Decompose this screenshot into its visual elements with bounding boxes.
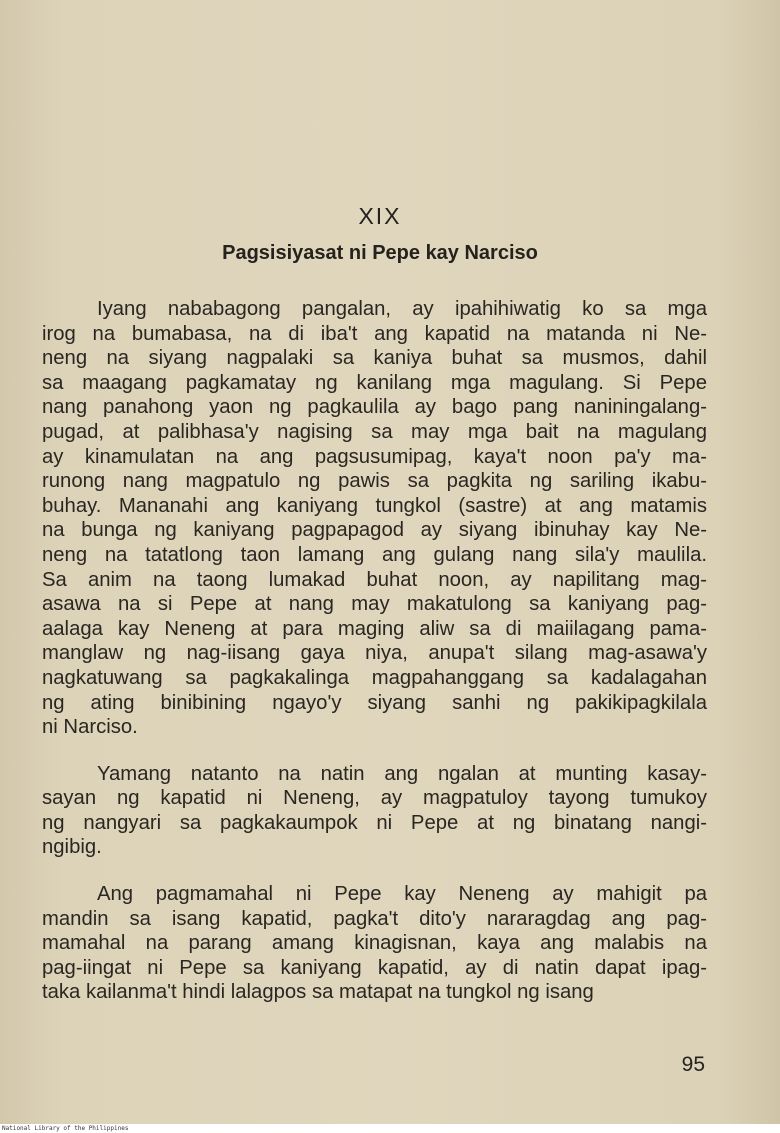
text-line: Sa anim na taong lumakad buhat noon, ay napilitang mag-	[42, 568, 707, 591]
text-line: aalaga kay Neneng at para maging aliw sa di maiilagang pama-	[42, 617, 707, 640]
text-line: pugad, at palibhasa'y nagising sa may mga bait na magulang	[42, 420, 707, 443]
text-line: irog na bumabasa, na di iba't ang kapatid na matanda ni Ne-	[42, 322, 707, 345]
text-line: sa maagang pagkamatay ng kanilang mga magulang. Si Pepe	[42, 371, 707, 394]
text-line: nagkatuwang sa pagkakalinga magpahanggang sa kadalagahan	[42, 666, 707, 689]
text-line: manglaw ng nag-iisang gaya niya, anupa't silang mag-asawa'y	[42, 642, 707, 665]
text-line: sayan ng kapatid ni Neneng, ay magpatuloy tayong tumukoy	[42, 787, 707, 810]
chapter-title: Pagsisiyasat ni Pepe kay Narciso	[222, 242, 538, 264]
text-line: ni Narciso.	[42, 716, 138, 739]
text-line: neng na tatatlong taon lamang ang gulang nang sila'y maulila.	[42, 543, 707, 566]
chapter-number: XIX	[358, 203, 402, 229]
page-number: 95	[681, 1053, 705, 1076]
text-line: ng ating binibining ngayo'y siyang sanhi ng pakikipagkilala	[42, 691, 707, 714]
text-line: buhay. Mananahi ang kaniyang tungkol (sastre) at ang matamis	[42, 494, 707, 517]
text-line: Yamang natanto na natin ang ngalan at munting kasay-	[97, 762, 707, 785]
paragraph	[42, 882, 707, 1005]
text-line: na bunga ng kaniyang pagpapagod ay siyang ibinuhay kay Ne-	[42, 519, 707, 542]
text-line: Ang pagmamahal ni Pepe kay Neneng ay mahigit pa	[97, 883, 707, 906]
text-line: ng nangyari sa pagkakaumpok ni Pepe at ng binatang nangi-	[42, 811, 707, 834]
paragraph	[42, 762, 707, 860]
text-line: asawa na si Pepe at nang may makatulong sa kaniyang pag-	[42, 593, 707, 616]
paragraph	[42, 297, 707, 740]
library-footer: National Library of the Philippines	[0, 1124, 780, 1133]
text-line: ay kinamulatan na ang pagsusumipag, kaya't noon pa'y ma-	[42, 445, 707, 468]
text-line: ngibig.	[42, 836, 102, 859]
text-line: mandin sa isang kapatid, pagka't dito'y nararagdag ang pag-	[42, 907, 707, 930]
text-line: neng na siyang nagpalaki sa kaniya buhat sa musmos, dahil	[42, 347, 707, 370]
text-line: nang panahong yaon ng pagkaulila ay bago pang naniningalang-	[42, 396, 707, 419]
text-line: Iyang nababagong pangalan, ay ipahihiwatig ko sa mga	[97, 298, 707, 320]
text-line: taka kailanma't hindi lalagpos sa matapat na tungkol ng isang	[42, 981, 594, 1004]
body-text	[42, 297, 707, 1027]
text-line: runong nang magpatulo ng pawis sa pagkita ng sariling ikabu-	[42, 470, 707, 493]
text-line: pag-iingat ni Pepe sa kaniyang kapatid, ay di natin dapat ipag-	[42, 956, 707, 979]
text-line: mamahal na parang amang kinagisnan, kaya ang malabis na	[42, 932, 707, 955]
